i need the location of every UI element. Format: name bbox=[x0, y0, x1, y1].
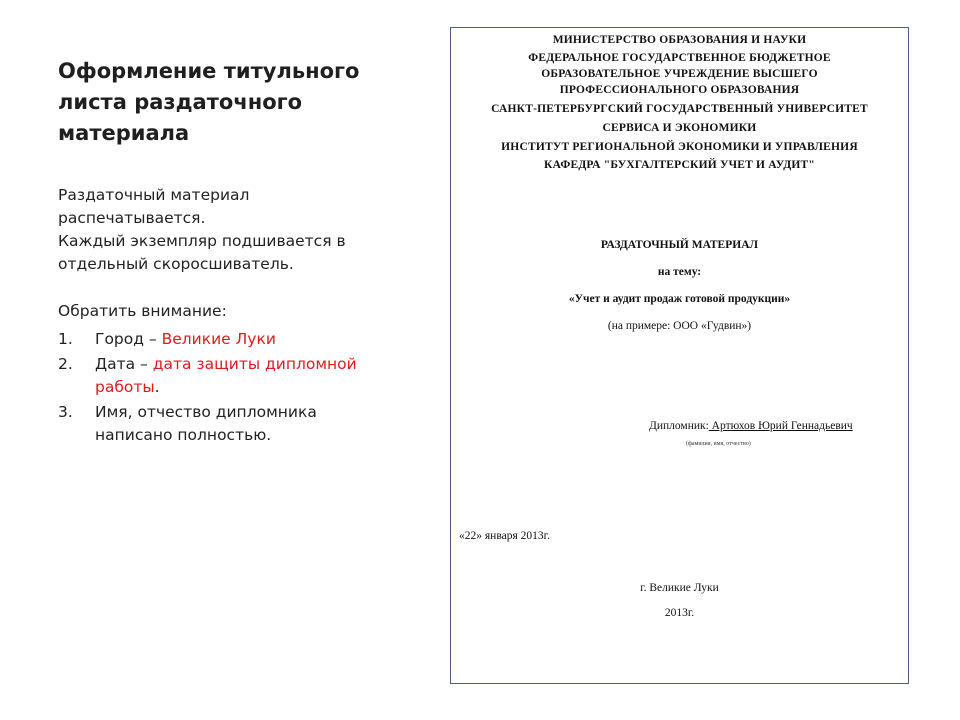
note-item bbox=[58, 328, 358, 351]
note-highlight: дата защиты дипломной работы bbox=[95, 355, 357, 396]
title-page-document bbox=[450, 27, 909, 684]
note-text: Имя, отчество дипломника написано полностью. bbox=[95, 403, 317, 444]
doc-year: 2013г. bbox=[664, 607, 695, 619]
signer-label: Дипломник: bbox=[649, 420, 709, 432]
doc-header-line: ОБРАЗОВАТЕЛЬНОЕ УЧРЕЖДЕНИЕ ВЫСШЕГО bbox=[541, 68, 818, 80]
intro-line: Раздаточный материал bbox=[58, 186, 250, 204]
intro-line: распечатывается. bbox=[58, 209, 206, 227]
doc-date: «22» января 2013г. bbox=[459, 530, 550, 542]
note-text: Город – bbox=[95, 330, 162, 348]
note-item bbox=[58, 353, 358, 399]
doc-header-line: ИНСТИТУТ РЕГИОНАЛЬНОЙ ЭКОНОМИКИ И УПРАВЛЕНИЯ bbox=[501, 141, 858, 153]
intro-line: отдельный скоросшиватель. bbox=[58, 255, 294, 273]
doc-header-line: КАФЕДРА "БУХГАЛТЕРСКИЙ УЧЕТ И АУДИТ" bbox=[544, 159, 815, 171]
note-number: 3. bbox=[58, 403, 73, 421]
note-tail: . bbox=[154, 378, 160, 396]
doc-topic: «Учет и аудит продаж готовой продукции» bbox=[568, 293, 791, 305]
note-number: 2. bbox=[58, 355, 73, 373]
note-highlight: Великие Луки bbox=[161, 330, 276, 348]
intro-text bbox=[58, 184, 378, 276]
slide-title: Оформление титульного листа раздаточного материала bbox=[58, 59, 360, 145]
notes-heading: Обратить внимание: bbox=[58, 302, 227, 320]
doc-on-topic: на тему: bbox=[657, 266, 702, 278]
signer-line bbox=[649, 420, 853, 432]
doc-header-line: МИНИСТЕРСТВО ОБРАЗОВАНИЯ И НАУКИ bbox=[552, 34, 807, 46]
intro-line: Каждый экземпляр подшивается в bbox=[58, 232, 346, 250]
doc-city: г. Великие Луки bbox=[640, 582, 719, 594]
doc-header-line: САНКТ-ПЕТЕРБУРГСКИЙ ГОСУДАРСТВЕННЫЙ УНИВЕРСИТЕТ bbox=[491, 103, 868, 115]
doc-header-line: СЕРВИСА И ЭКОНОМИКИ bbox=[602, 122, 757, 134]
signer-caption: (фамилия, имя, отчество) bbox=[686, 441, 751, 447]
doc-example: (на примере: ООО «Гудвин») bbox=[607, 320, 752, 332]
doc-header-line: ПРОФЕССИОНАЛЬНОГО ОБРАЗОВАНИЯ bbox=[559, 84, 800, 96]
notes-list bbox=[58, 328, 358, 449]
note-item bbox=[58, 401, 358, 447]
note-number: 1. bbox=[58, 330, 73, 348]
doc-header-line: ФЕДЕРАЛЬНОЕ ГОСУДАРСТВЕННОЕ БЮДЖЕТНОЕ bbox=[528, 52, 831, 64]
signer-name: Артюхов Юрий Геннадьевич bbox=[708, 420, 853, 432]
doc-type: РАЗДАТОЧНЫЙ МАТЕРИАЛ bbox=[600, 239, 759, 251]
note-text: Дата – bbox=[95, 355, 153, 373]
